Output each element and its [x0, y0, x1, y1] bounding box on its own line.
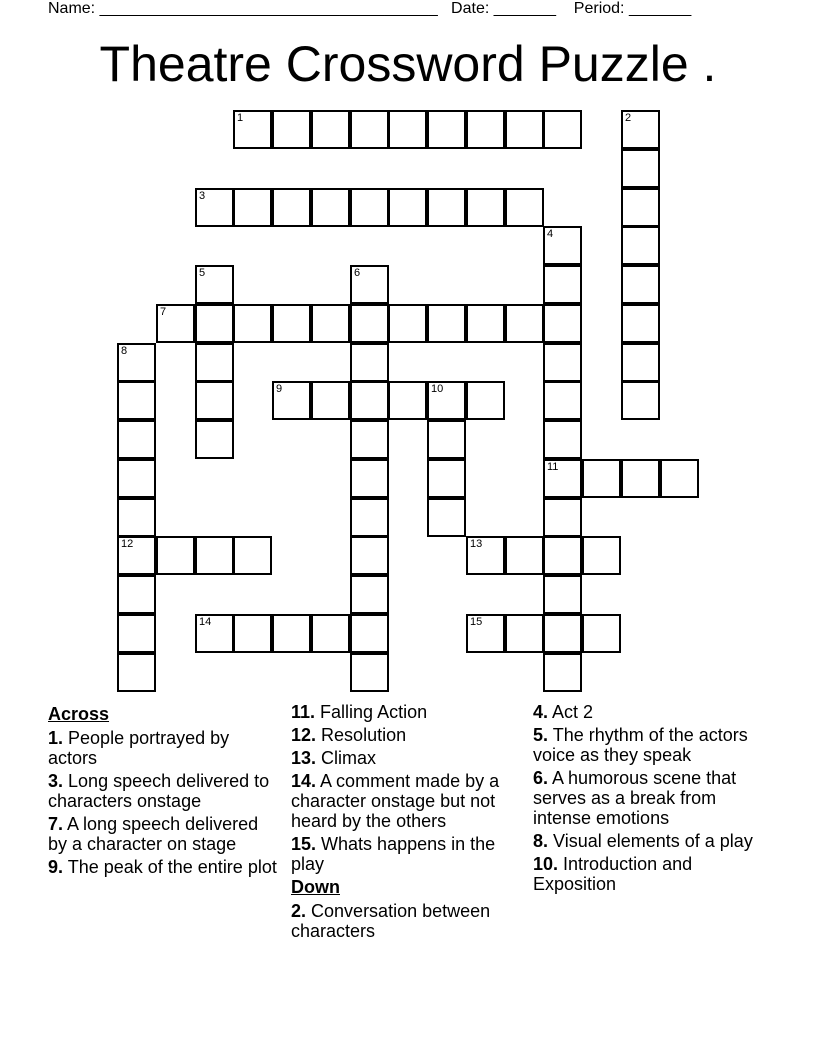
grid-cell[interactable] [311, 188, 350, 227]
clues-column-1 [48, 702, 278, 880]
clue-across-1 [48, 728, 278, 768]
clue-number: 12. [291, 725, 317, 745]
clue-number-label: 4 [547, 228, 554, 240]
grid-cell[interactable] [582, 536, 621, 575]
clue-number-label: 8 [121, 345, 128, 357]
grid-cell[interactable] [195, 420, 234, 459]
grid-cell[interactable] [388, 110, 427, 149]
grid-cell[interactable] [233, 188, 272, 227]
clue-across-9 [48, 857, 278, 877]
grid-cell[interactable] [195, 343, 234, 382]
grid-cell[interactable] [466, 304, 505, 343]
clue-number-label: 11 [547, 461, 559, 473]
grid-cell[interactable] [621, 343, 660, 382]
grid-cell[interactable] [543, 498, 582, 537]
clue-number: 3. [48, 771, 64, 791]
clue-across-14 [291, 771, 521, 831]
grid-cell[interactable] [466, 381, 505, 420]
grid-cell[interactable] [543, 575, 582, 614]
grid-cell[interactable] [466, 110, 505, 149]
grid-cell[interactable] [543, 381, 582, 420]
clue-number: 14. [291, 771, 317, 791]
clue-text: Falling Action [320, 702, 428, 722]
clue-across-13 [291, 748, 521, 768]
grid-cell[interactable] [117, 498, 156, 537]
grid-cell[interactable] [543, 343, 582, 382]
clue-number-label: 5 [199, 267, 206, 279]
grid-cell[interactable] [621, 110, 660, 149]
clue-number-label: 9 [276, 383, 283, 395]
grid-cell[interactable] [505, 536, 544, 575]
clue-number: 9. [48, 857, 64, 877]
grid-cell[interactable] [466, 536, 505, 575]
across-heading: Across [48, 704, 110, 724]
clue-number-label: 7 [160, 306, 167, 318]
clue-down-2 [291, 901, 521, 941]
clue-text: Conversation between characters [291, 901, 491, 941]
clue-down-5 [533, 725, 773, 765]
clue-number: 5. [533, 725, 549, 745]
grid-cell[interactable] [195, 614, 234, 653]
grid-cell[interactable] [117, 459, 156, 498]
grid-cell[interactable] [195, 188, 234, 227]
grid-cell[interactable] [350, 536, 389, 575]
clue-number-label: 3 [199, 190, 206, 202]
clue-number-label: 2 [625, 112, 632, 124]
grid-cell[interactable] [621, 226, 660, 265]
down-heading: Down [291, 877, 340, 897]
clue-text: The rhythm of the actors voice as they speak [533, 725, 748, 765]
grid-cell[interactable] [427, 304, 466, 343]
clue-number: 15. [291, 834, 317, 854]
grid-cell[interactable] [156, 304, 195, 343]
clue-text: A comment made by a character onstage but not heard by the others [291, 771, 500, 831]
grid-cell[interactable] [505, 614, 544, 653]
clue-number: 4. [533, 702, 549, 722]
grid-cell[interactable] [233, 614, 272, 653]
grid-cell[interactable] [621, 381, 660, 420]
grid-cell[interactable] [350, 265, 389, 304]
grid-cell[interactable] [311, 304, 350, 343]
grid-cell[interactable] [350, 575, 389, 614]
grid-cell[interactable] [543, 653, 582, 692]
grid-cell[interactable] [388, 304, 427, 343]
grid-cell[interactable] [350, 653, 389, 692]
grid-cell[interactable] [272, 188, 311, 227]
grid-cell[interactable] [582, 614, 621, 653]
grid-cell[interactable] [582, 459, 621, 498]
grid-cell[interactable] [388, 188, 427, 227]
grid-cell[interactable] [621, 459, 660, 498]
grid-cell[interactable] [117, 536, 156, 575]
clue-number-label: 13 [470, 538, 483, 550]
clue-across-15 [291, 834, 521, 874]
grid-cell[interactable] [543, 420, 582, 459]
grid-cell[interactable] [233, 536, 272, 575]
grid-cell[interactable] [195, 265, 234, 304]
clue-number: 6. [533, 768, 549, 788]
grid-cell[interactable] [350, 381, 389, 420]
clue-across-3 [48, 771, 278, 811]
grid-cell[interactable] [427, 459, 466, 498]
grid-cell[interactable] [427, 188, 466, 227]
grid-cell[interactable] [505, 188, 544, 227]
clue-across-7 [48, 814, 278, 854]
clue-number-label: 10 [431, 383, 444, 395]
clue-number-label: 1 [237, 112, 244, 124]
grid-cell[interactable] [505, 110, 544, 149]
clue-number-label: 12 [121, 538, 134, 550]
clue-number: 2. [291, 901, 307, 921]
clue-text: Visual elements of a play [553, 831, 753, 851]
grid-cell[interactable] [272, 304, 311, 343]
clue-number-label: 6 [354, 267, 361, 279]
grid-cell[interactable] [427, 498, 466, 537]
grid-cell[interactable] [311, 614, 350, 653]
grid-cell[interactable] [427, 420, 466, 459]
grid-cell[interactable] [466, 614, 505, 653]
grid-cell[interactable] [350, 459, 389, 498]
grid-cell[interactable] [543, 459, 582, 498]
grid-cell[interactable] [543, 304, 582, 343]
clue-text: A humorous scene that serves as a break from intense emotions [533, 768, 737, 828]
grid-cell[interactable] [117, 575, 156, 614]
clue-number: 7. [48, 814, 64, 834]
grid-cell[interactable] [621, 304, 660, 343]
grid-cell[interactable] [621, 149, 660, 188]
grid-cell[interactable] [350, 304, 389, 343]
grid-cell[interactable] [233, 110, 272, 149]
clues-column-2 [291, 702, 521, 944]
clue-text: Act 2 [552, 702, 594, 722]
grid-cell[interactable] [621, 188, 660, 227]
clue-text: Introduction and Exposition [533, 854, 693, 894]
grid-cell[interactable] [272, 110, 311, 149]
grid-cell[interactable] [195, 381, 234, 420]
grid-cell[interactable] [621, 265, 660, 304]
grid-cell[interactable] [272, 381, 311, 420]
grid-cell[interactable] [543, 614, 582, 653]
grid-cell[interactable] [350, 420, 389, 459]
clue-down-6 [533, 768, 773, 828]
clues-column-3 [533, 702, 773, 897]
clue-number: 13. [291, 748, 317, 768]
grid-cell[interactable] [117, 381, 156, 420]
grid-cell[interactable] [350, 188, 389, 227]
grid-cell[interactable] [466, 188, 505, 227]
clue-text: The peak of the entire plot [67, 857, 277, 877]
clue-text: Whats happens in the play [291, 834, 496, 874]
grid-cell[interactable] [156, 536, 195, 575]
grid-cell[interactable] [543, 536, 582, 575]
clue-text: Long speech delivered to characters onstage [48, 771, 270, 811]
grid-cell[interactable] [233, 304, 272, 343]
clue-number-label: 14 [199, 616, 212, 628]
grid-cell[interactable] [195, 536, 234, 575]
clue-text: Climax [321, 748, 377, 768]
clue-number: 1. [48, 728, 64, 748]
grid-cell[interactable] [311, 110, 350, 149]
grid-cell[interactable] [117, 343, 156, 382]
clue-text: People portrayed by actors [48, 728, 230, 768]
clue-across-12 [291, 725, 521, 745]
name-date-period-line: Name: ______________________________________ Date: _______ Period: _______ [48, 0, 692, 17]
grid-cell[interactable] [660, 459, 699, 498]
puzzle-title: Theatre Crossword Puzzle . [99, 36, 717, 92]
grid-cell[interactable] [117, 420, 156, 459]
grid-cell[interactable] [388, 381, 427, 420]
clue-down-10 [533, 854, 773, 894]
clue-number-label: 15 [470, 616, 483, 628]
grid-cell[interactable] [543, 265, 582, 304]
clue-number: 10. [533, 854, 559, 874]
grid-cell[interactable] [543, 226, 582, 265]
grid-cell[interactable] [272, 614, 311, 653]
clue-number: 8. [533, 831, 549, 851]
grid-cell[interactable] [117, 614, 156, 653]
grid-cell[interactable] [195, 304, 234, 343]
grid-cell[interactable] [427, 381, 466, 420]
grid-cell[interactable] [350, 614, 389, 653]
grid-cell[interactable] [311, 381, 350, 420]
grid-cell[interactable] [350, 110, 389, 149]
clue-down-4 [533, 702, 773, 722]
grid-cell[interactable] [350, 343, 389, 382]
clue-number: 11. [291, 702, 316, 722]
grid-cell[interactable] [117, 653, 156, 692]
grid-cell[interactable] [505, 304, 544, 343]
clue-text: Resolution [321, 725, 407, 745]
clue-across-11 [291, 702, 521, 722]
clue-text: A long speech delivered by a character on stage [48, 814, 259, 854]
clue-down-8 [533, 831, 773, 851]
grid-cell[interactable] [427, 110, 466, 149]
grid-cell[interactable] [350, 498, 389, 537]
grid-cell[interactable] [543, 110, 582, 149]
